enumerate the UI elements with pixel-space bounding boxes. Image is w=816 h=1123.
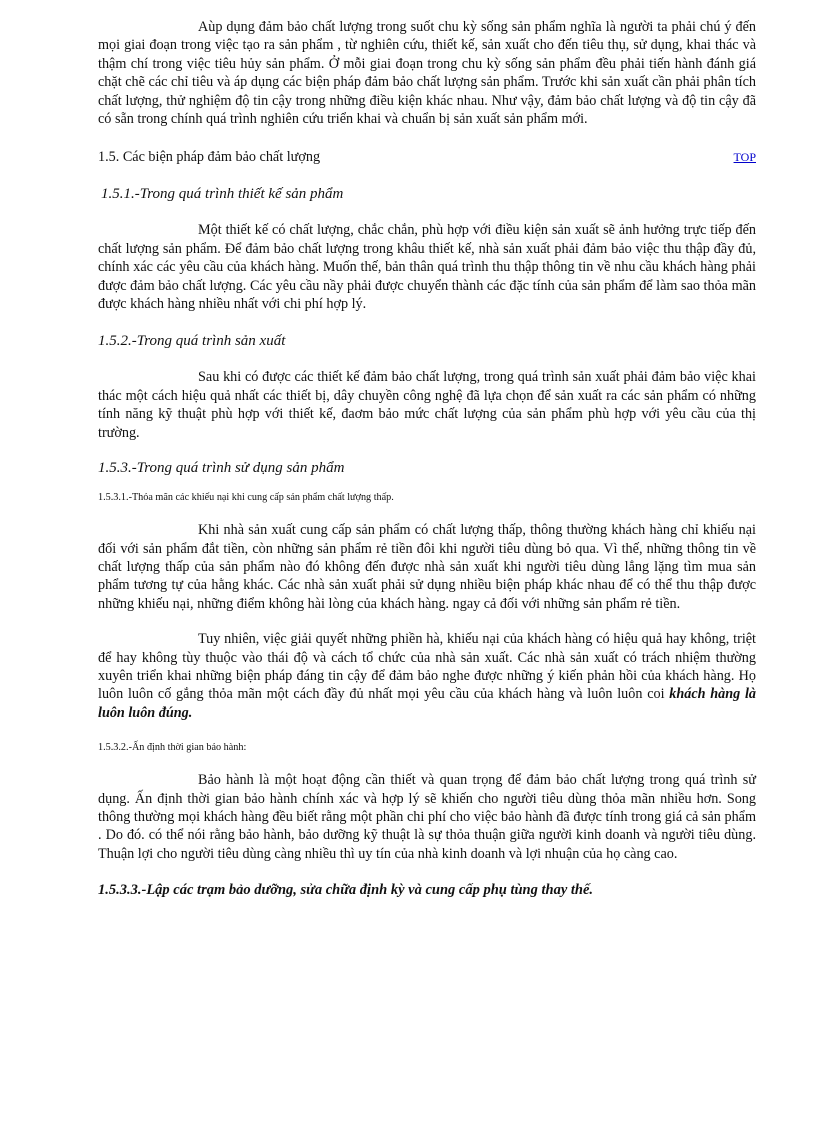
section-heading: 1.5. Các biện pháp đảm bảo chất lượng [98, 149, 321, 166]
subheading-1-5-3-3: 1.5.3.3.-Lập các trạm bảo dưỡng, sửa chữa định kỳ và cung cấp phụ tùng thay thế. [98, 882, 594, 899]
emphasis-customer-always-right: khách hàng là luôn luôn đúng. [98, 686, 756, 721]
subheading-1-5-3-1: 1.5.3.1.-Thỏa mãn các khiếu nại khi cung cấp sản phẩm chất lượng thấp. [98, 492, 394, 504]
paragraph-1-5-3-1-b-text: Tuy nhiên, việc giải quyết những phiền hà, khiếu nại của khách hàng có hiệu quả hay không, triệt để hay không tùy thuộc vào thái độ và cách tổ chức của nhà sản xuất. Các nhà sản xuất có trách nhiệm thường xuyên triển khai những biện pháp đáng tin cậy để đảm bảo nghe được những ý kiến phản hồi của khách hàng. Họ luôn luôn cố gắng thỏa mãn một cách đầy đủ nhất mọi yêu cầu của khách hàng và luôn luôn coi [98, 631, 756, 703]
intro-paragraph: Aùp dụng đảm bảo chất lượng trong suốt chu kỳ sống sản phẩm nghĩa là người ta phải chú ý đến mọi giai đoạn trong việc tạo ra sản phẩm , từ nghiên cứu, thiết kế, sản xuất cho đến tiêu thụ, sử dụng, khai thác và thậm chí trong việc tiêu hủy sản phẩm. Ở mỗi giai đoạn trong chu kỳ sống sản phẩm đều phải tiến hành đánh giá chặt chẽ các chỉ tiêu và áp dụng các biện pháp đảm bảo chất lượng sản phẩm. Trước khi sản xuất cần phải phân tích chất lượng, thử nghiệm độ tin cậy trong những điều kiện khác nhau. Như vậy, đảm bảo chất lượng và độ tin cậy đã có sẵn trong chính quá trình nghiên cứu triển khai và chuẩn bị sản xuất sản phẩm mới. [98, 19, 756, 128]
paragraph-1-5-1: Một thiết kế có chất lượng, chắc chắn, phù hợp với điều kiện sản xuất sẽ ảnh hưởng trực tiếp đến chất lượng sản phẩm. Để đảm bảo chất lượng trong khâu thiết kế, nhà sản xuất phải đảm bảo việc thu thập đầy đủ, chính xác các yêu cầu của khách hàng. Muốn thế, bản thân quá trình thu thập thông tin về nhu cầu khách hàng phải được đảm bảo chất lượng. Các yêu cầu nầy phải được chuyển thành các đặc tính của sản phẩm để làm sao thỏa mãn được khách hàng nhiều nhất với chi phí hợp lý. [98, 222, 756, 313]
section-heading-row [98, 148, 756, 166]
paragraph-1-5-3-1-a [98, 521, 756, 613]
paragraph-1-5-3-1-b [98, 630, 756, 722]
top-link[interactable]: TOP [733, 150, 756, 165]
paragraph-1-5-3-1-a-text: Khi nhà sản xuất cung cấp sản phẩm có chất lượng thấp, thông thường khách hàng chỉ khiếu nại đối với sản phẩm đắt tiền, còn những sản phẩm rẻ tiền đôi khi người tiêu dùng bỏ qua. Vì thế, những thông tin về chất lượng thấp của sản phẩm nào đó không đến được nhà sản xuất khi người tiêu dùng lẳng lặng tìm mua sản phẩm tương tự của hằng khác. Các nhà sản xuất phải sử dụng nhiều biện pháp khác nhau để có thể thu thập được những khiếu nại, những điểm không hài lòng của khách hàng. ngay cả đối với những sản phẩm rẻ tiền. [98, 522, 756, 612]
paragraph-1-5-3-2: Bảo hành là một hoạt động cần thiết và quan trọng để đảm bảo chất lượng trong quá trình sử dụng. Ấn định thời gian bảo hành chính xác và hợp lý sẽ khiến cho người tiêu dùng thỏa mãn nhiều hơn. Song thông thường mọi khách hàng đều biết rằng một phần chi phí cho việc bảo hành đã được tính trong giá cả sản phẩm . Do đó. có thể nói rằng bảo hành, bảo dưỡng kỹ thuật là sự thỏa thuận giữa người kinh doanh và người tiêu dùng. Thuận lợi cho người tiêu dùng càng nhiều thì uy tín của nhà kinh doanh và lợi nhuận của họ càng cao. [98, 772, 756, 862]
subheading-1-5-2: 1.5.2.-Trong quá trình sản xuất [98, 333, 286, 350]
document-page [98, 18, 756, 899]
paragraph-1-5-2: Sau khi có được các thiết kế đảm bảo chất lượng, trong quá trình sản xuất phải đảm bảo việc khai thác một cách hiệu quả nhất các thiết bị, dây chuyền công nghệ đã lựa chọn để sản xuất ra các sản phẩm có những tính năng kỹ thuật phù hợp với thiết kế, đaơm bảo mức chất lượng của sản phẩm phù hợp với yêu cầu của thị trường. [98, 369, 756, 441]
subheading-1-5-1: 1.5.1.-Trong quá trình thiết kế sản phẩm [101, 186, 344, 203]
subheading-1-5-3: 1.5.3.-Trong quá trình sử dụng sản phẩm [98, 460, 345, 477]
subheading-1-5-3-2: 1.5.3.2.-Ấn định thời gian bảo hành: [98, 742, 247, 754]
